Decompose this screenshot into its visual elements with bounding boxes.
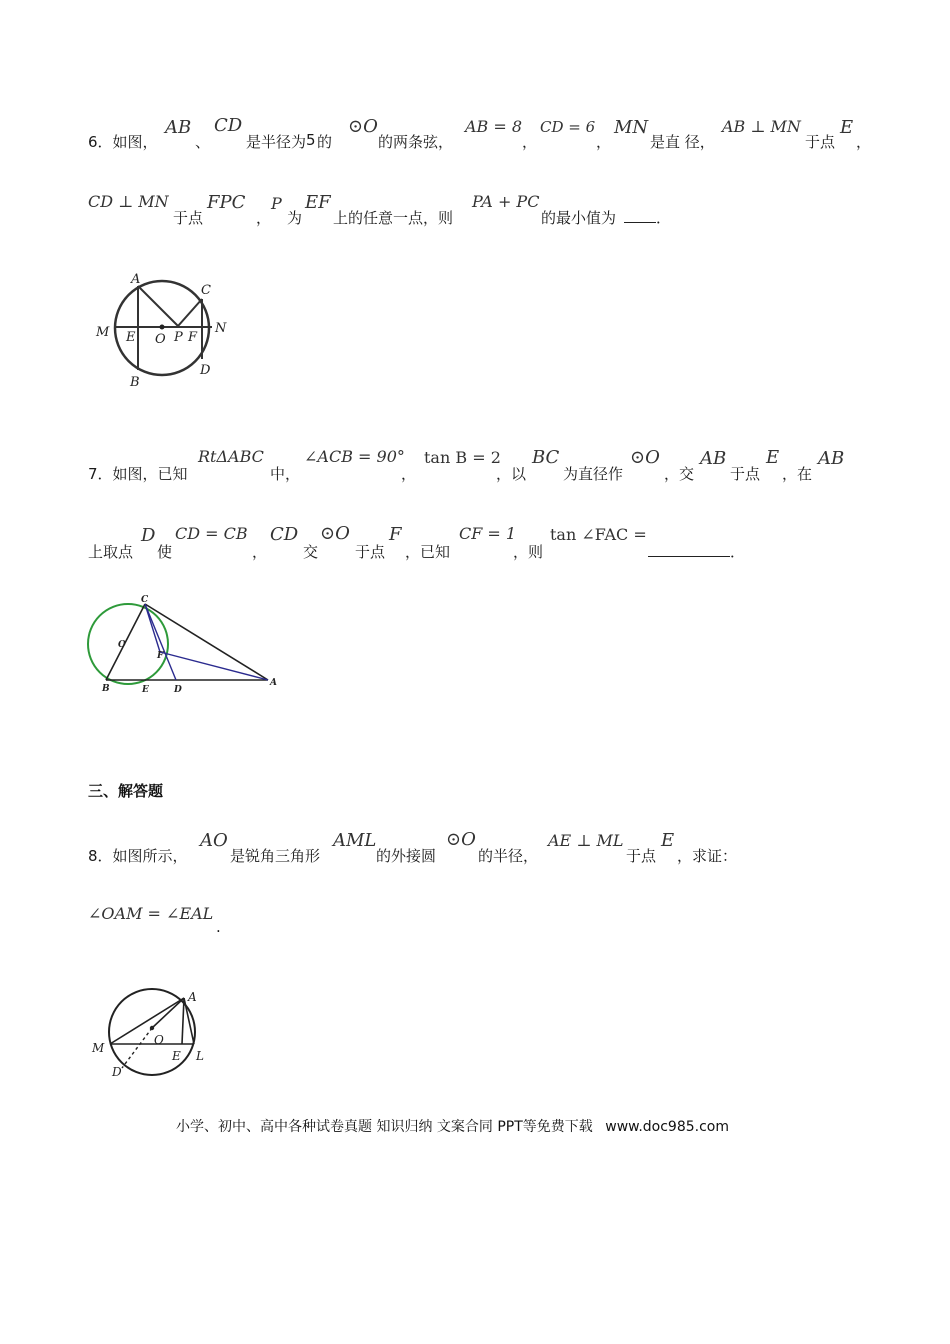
q7-ab: AB <box>700 448 727 469</box>
q6-ab-perp-mn: AB ⊥ MN <box>722 117 801 136</box>
q7-text-3: 为直径作 <box>563 465 624 483</box>
q6-fig-label-n: N <box>215 321 227 336</box>
q8-period: . <box>216 918 221 936</box>
q7-text-10: 于点 <box>355 543 386 561</box>
q6-text-3: 的两条弦， <box>378 133 454 151</box>
q7-answer-blank[interactable] <box>648 556 730 557</box>
q8-fig-label-l: L <box>196 1049 204 1063</box>
q6-fig-label-a: A <box>131 272 141 287</box>
q6-text-4: 是直 径， <box>650 133 715 151</box>
q6-fig-label-o: O <box>155 332 166 347</box>
q6-answer-blank[interactable] <box>624 222 656 223</box>
q7-comma-1: ， <box>401 465 417 483</box>
q7-tan-b: tan B = 2 <box>424 448 501 467</box>
q8-text-3: 的半径， <box>478 847 539 865</box>
q6-fig-label-b: B <box>130 375 140 390</box>
q6-p: P <box>271 194 282 213</box>
q7-text-12: ，则 <box>513 543 544 561</box>
q8-circle-o: ⊙O <box>446 829 476 850</box>
section-3-heading: 三、解答题 <box>88 782 164 800</box>
q7-figure <box>86 592 286 702</box>
q7-tan-fac: tan ∠FAC = <box>550 525 647 544</box>
q7-green-circle <box>88 604 168 684</box>
q7-fig-label-f: F <box>157 651 164 661</box>
q7-text-1: 中， <box>270 465 301 483</box>
q8-fig-label-o: O <box>154 1033 164 1047</box>
q6-text-1: 是半径为 <box>246 133 307 151</box>
q8-ae-perp-ml: AE ⊥ ML <box>548 831 624 850</box>
q6-sep: 、 <box>195 133 211 151</box>
q7-text-2: ，以 <box>496 465 527 483</box>
q8-fig-label-e: E <box>172 1049 181 1063</box>
footer-text: 小学、初中、高中各种试卷真题 知识归纳 文案合同 PPT等免费下载 <box>176 1119 593 1135</box>
q7-ab-2: AB <box>818 448 845 469</box>
q7-text-11: ，已知 <box>405 543 451 561</box>
q8-e: E <box>661 830 675 851</box>
q8-number: 8．如图所示， <box>88 847 188 865</box>
q6-e: E <box>840 117 854 138</box>
q6-comma-4: ， <box>256 209 272 227</box>
q6-text-8: 上的任意一点，则 <box>333 209 454 227</box>
q6-text-7: 为 <box>287 209 303 227</box>
q6-cd-eq-6: CD = 6 <box>540 118 596 136</box>
q8-text-5: ，求证： <box>677 847 738 865</box>
q6-ef: EF <box>305 192 331 213</box>
q7-cf-eq-1: CF = 1 <box>459 524 517 543</box>
footer <box>176 1116 729 1136</box>
q7-rt-triangle: RtΔABC <box>198 447 264 466</box>
q8-fig-label-m: M <box>92 1041 105 1055</box>
footer-link[interactable]: www.doc985.com <box>605 1119 729 1135</box>
q7-d: D <box>141 525 156 546</box>
q6-comma-3: ， <box>856 133 872 151</box>
q7-circle-o: ⊙O <box>630 447 660 468</box>
q8-aml: AML <box>333 830 377 851</box>
q6-fig-label-c: C <box>201 283 211 298</box>
q7-fig-label-b: B <box>102 684 110 694</box>
q7-number: 7．如图，已知 <box>88 465 188 483</box>
q6-period: ． <box>656 209 672 227</box>
q7-cd: CD <box>270 524 299 545</box>
q7-fig-label-o: O <box>118 640 126 650</box>
q7-comma-2: ， <box>252 543 268 561</box>
q6-text-9: 的最小值为 <box>541 209 617 227</box>
q7-text-9: 交 <box>303 543 319 561</box>
q7-bc: BC <box>532 447 560 468</box>
q6-text-5: 于点 <box>805 133 836 151</box>
q6-figure <box>92 266 232 396</box>
q7-e: E <box>766 447 780 468</box>
q6-fig-label-f: F <box>188 330 198 345</box>
q6-fig-label-p: P <box>174 330 183 345</box>
q6-fig-label-e: E <box>126 330 136 345</box>
q6-comma-2: ， <box>596 133 612 151</box>
q8-text-4: 于点 <box>626 847 657 865</box>
q6-text-2: 的 <box>317 133 333 151</box>
q7-period: ． <box>730 543 746 561</box>
q7-text-7: 上取点 <box>88 543 134 561</box>
q6-circle-o: ⊙O <box>348 116 378 137</box>
q6-text-6: 于点 <box>173 209 204 227</box>
q7-cd-eq-cb: CD = CB <box>175 524 248 543</box>
q8-ao: AO <box>200 830 228 851</box>
q6-radius: 5 <box>306 131 316 149</box>
q6-mn: MN <box>614 117 649 138</box>
q8-figure <box>88 988 218 1080</box>
q7-text-6: ，在 <box>782 465 813 483</box>
q6-fpc: FPC <box>207 192 246 213</box>
q8-fig-label-a: A <box>188 990 197 1004</box>
q6-number: 6．如图， <box>88 133 158 151</box>
q6-comma-1: ， <box>522 133 538 151</box>
q6-cd: CD <box>214 115 243 136</box>
q6-ab: AB <box>165 117 192 138</box>
q6-cd-perp-mn: CD ⊥ MN <box>88 192 169 211</box>
q7-fig-label-d: D <box>174 685 182 695</box>
q6-pa-plus-pc: PA + PC <box>472 192 540 211</box>
q6-ab-eq-8: AB = 8 <box>465 117 523 136</box>
q8-angle-equation: ∠OAM = ∠EAL <box>88 904 214 923</box>
q7-fig-label-a: A <box>270 678 277 688</box>
q7-angle-acb: ∠ACB = 90° <box>304 447 405 466</box>
q7-circle-o-2: ⊙O <box>320 523 350 544</box>
q8-fig-label-d: D <box>112 1065 122 1079</box>
q7-text-4: ，交 <box>664 465 695 483</box>
q6-fig-label-d: D <box>200 363 211 378</box>
q7-text-8: 使 <box>157 543 173 561</box>
q7-text-5: 于点 <box>730 465 761 483</box>
q6-fig-label-m: M <box>96 325 110 340</box>
q8-text-2: 的外接圆 <box>376 847 437 865</box>
q7-fig-label-c: C <box>141 595 149 605</box>
q7-fig-label-e: E <box>142 685 149 695</box>
q8-text-1: 是锐角三角形 <box>230 847 321 865</box>
q7-f: F <box>389 524 402 545</box>
